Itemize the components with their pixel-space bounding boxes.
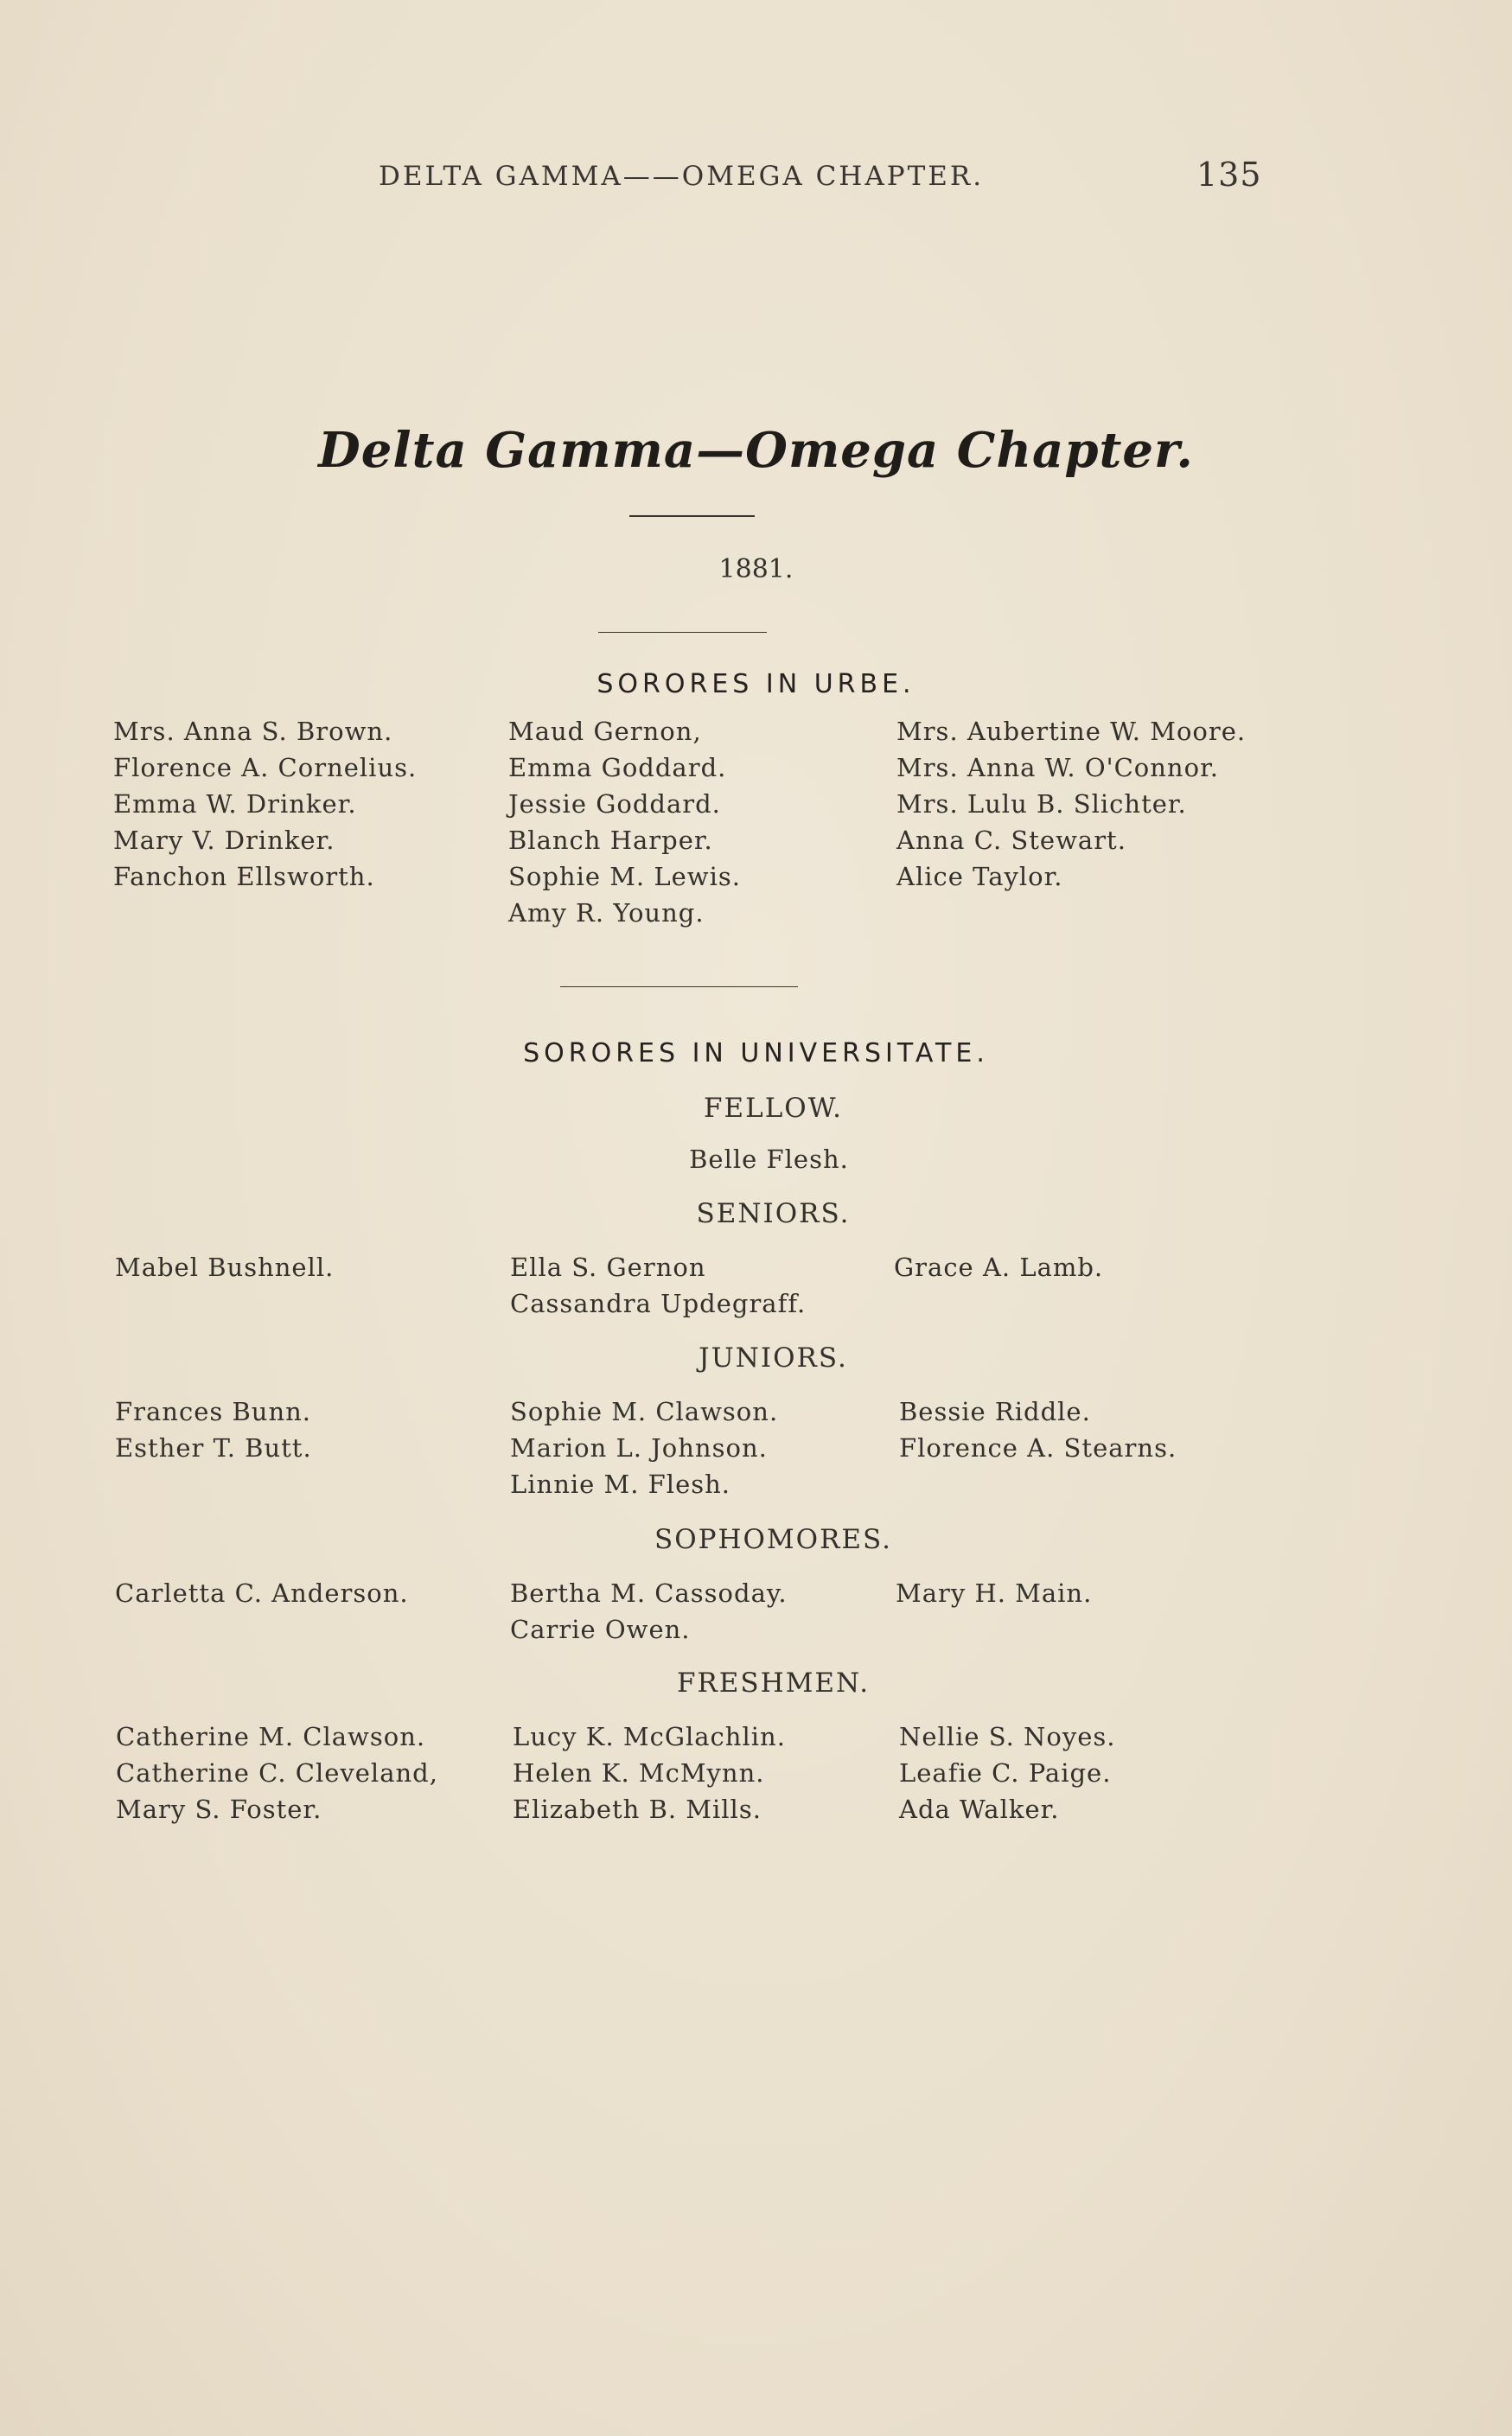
year: 1881. bbox=[718, 554, 794, 584]
freshmen-column-3 bbox=[899, 1719, 1116, 1827]
list-item: Mrs. Anna W. O'Connor. bbox=[896, 753, 1219, 782]
subheading-seniors: SENIORS. bbox=[696, 1198, 851, 1229]
sophomores-column-2 bbox=[510, 1575, 788, 1648]
list-item: Nellie S. Noyes. bbox=[899, 1722, 1116, 1751]
list-item: Frances Bunn. bbox=[115, 1397, 312, 1426]
seniors-column-2 bbox=[510, 1249, 806, 1322]
list-item: Mabel Bushnell. bbox=[115, 1253, 335, 1282]
list-item: Marion L. Johnson. bbox=[510, 1433, 768, 1463]
urbe-column-1 bbox=[113, 713, 417, 895]
list-item: Mrs. Aubertine W. Moore. bbox=[896, 717, 1247, 746]
urbe-column-3 bbox=[896, 713, 1246, 895]
sophomores-column-1 bbox=[115, 1575, 409, 1611]
list-item: Esther T. Butt. bbox=[115, 1433, 312, 1463]
subheading-freshmen: FRESHMEN. bbox=[676, 1668, 871, 1699]
list-item: Alice Taylor. bbox=[896, 862, 1063, 891]
list-item: Cassandra Updegraff. bbox=[510, 1289, 807, 1318]
running-header-text: DELTA GAMMA——OMEGA CHAPTER. bbox=[379, 161, 985, 192]
juniors-column-2 bbox=[510, 1393, 778, 1502]
list-item: Mary S. Foster. bbox=[116, 1795, 322, 1824]
list-item: Sophie M. Clawson. bbox=[510, 1397, 779, 1426]
list-item: Amy R. Young. bbox=[508, 898, 705, 928]
list-item: Grace A. Lamb. bbox=[894, 1253, 1104, 1282]
list-item: Fanchon Ellsworth. bbox=[113, 862, 375, 891]
subheading-juniors: JUNIORS. bbox=[699, 1342, 848, 1374]
list-item: Carletta C. Anderson. bbox=[115, 1578, 409, 1608]
title-rule bbox=[629, 515, 755, 517]
list-item: Catherine M. Clawson. bbox=[116, 1722, 426, 1751]
list-item: Elizabeth B. Mills. bbox=[513, 1795, 762, 1824]
list-item: Leafie C. Paige. bbox=[899, 1758, 1112, 1788]
list-item: Lucy K. McGlachlin. bbox=[513, 1722, 786, 1751]
list-item: Florence A. Stearns. bbox=[899, 1433, 1177, 1463]
list-item: Mary V. Drinker. bbox=[113, 826, 335, 855]
seniors-column-1 bbox=[115, 1249, 334, 1285]
list-item: Jessie Goddard. bbox=[508, 789, 721, 819]
list-item: Bessie Riddle. bbox=[899, 1397, 1091, 1426]
list-item: Belle Flesh. bbox=[689, 1145, 849, 1174]
freshmen-column-1 bbox=[116, 1719, 438, 1827]
fellow-list bbox=[0, 1141, 1512, 1177]
list-item: Anna C. Stewart. bbox=[896, 826, 1126, 855]
subheading-fellow: FELLOW. bbox=[703, 1093, 844, 1124]
freshmen-column-2 bbox=[513, 1719, 786, 1827]
list-item: Catherine C. Cleveland, bbox=[116, 1758, 438, 1788]
list-item: Carrie Owen. bbox=[510, 1615, 691, 1644]
year-rule bbox=[598, 632, 767, 633]
list-item: Mary H. Main. bbox=[896, 1578, 1093, 1608]
list-item: Sophie M. Lewis. bbox=[508, 862, 741, 891]
section-heading-urbe: SORORES IN URBE. bbox=[597, 669, 915, 699]
page-number: 135 bbox=[1196, 156, 1262, 194]
list-item: Helen K. McMynn. bbox=[513, 1758, 765, 1788]
list-item: Emma W. Drinker. bbox=[113, 789, 357, 819]
list-item: Bertha M. Cassoday. bbox=[510, 1578, 788, 1608]
list-item: Blanch Harper. bbox=[508, 826, 713, 855]
juniors-column-3 bbox=[899, 1393, 1177, 1466]
list-item: Linnie M. Flesh. bbox=[510, 1470, 731, 1499]
juniors-column-1 bbox=[115, 1393, 312, 1466]
subheading-sophomores: SOPHOMORES. bbox=[654, 1524, 893, 1555]
list-item: Emma Goddard. bbox=[508, 753, 727, 782]
section-rule bbox=[560, 986, 798, 987]
page-title: Delta Gamma—Omega Chapter. bbox=[318, 422, 1194, 479]
list-item: Mrs. Lulu B. Slichter. bbox=[896, 789, 1187, 819]
list-item: Mrs. Anna S. Brown. bbox=[113, 717, 393, 746]
sophomores-column-3 bbox=[896, 1575, 1092, 1611]
urbe-column-2 bbox=[508, 713, 741, 931]
running-header bbox=[0, 156, 1512, 204]
list-item: Ada Walker. bbox=[899, 1795, 1060, 1824]
list-item: Florence A. Cornelius. bbox=[113, 753, 418, 782]
list-item: Maud Gernon, bbox=[508, 717, 702, 746]
section-heading-universitate: SORORES IN UNIVERSITATE. bbox=[523, 1038, 989, 1068]
list-item: Ella S. Gernon bbox=[510, 1253, 706, 1282]
seniors-column-3 bbox=[894, 1249, 1103, 1285]
